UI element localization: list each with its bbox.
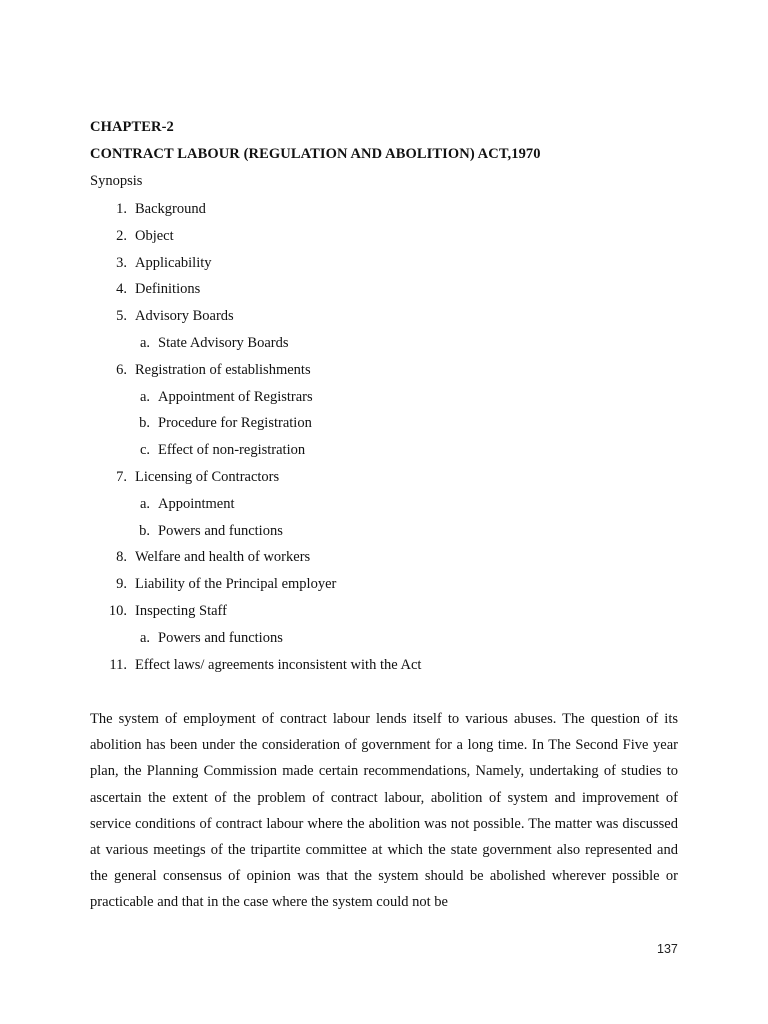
subitem-text: Procedure for Registration	[158, 415, 312, 432]
subitem-letter: a.	[139, 334, 150, 351]
item-text: Welfare and health of workers	[135, 549, 311, 566]
synopsis-item	[0, 361, 768, 388]
subitem-letter: c.	[139, 442, 150, 459]
item-text: Object	[135, 227, 174, 244]
synopsis-subitem	[0, 388, 768, 415]
synopsis-item	[0, 656, 768, 683]
item-number: 3.	[116, 254, 127, 271]
item-text: Definitions	[135, 281, 201, 298]
item-text: Background	[135, 201, 206, 217]
synopsis-item	[0, 227, 768, 254]
item-text: Effect laws/ agreements inconsistent with the Act	[135, 656, 422, 673]
synopsis-subitem	[0, 441, 768, 468]
item-text: Registration of establishments	[135, 361, 311, 378]
synopsis-subitem	[0, 414, 768, 441]
item-number: 10.	[108, 602, 127, 619]
item-number: 2.	[116, 227, 127, 244]
item-text: Inspecting Staff	[135, 602, 227, 619]
item-text: Licensing of Contractors	[135, 468, 280, 485]
synopsis-subitem	[0, 522, 768, 549]
subitem-text: Appointment of Registrars	[158, 388, 313, 405]
chapter-heading: CHAPTER-2	[90, 119, 174, 135]
item-text: Liability of the Principal employer	[135, 576, 337, 593]
synopsis-item	[0, 548, 768, 575]
synopsis-item	[0, 602, 768, 629]
body-paragraph: The system of employment of contract labour lends itself to various abuses. The question of its abolition has been under the consideration of government for a long time. In The Second Five year plan, the Planning Commission made certain recommendations, Namely, undertaking of studies to ascertain the extent of the problem of contract labour, abolition of system and improvement of service conditions of contract labour where the abolition was not possible. The matter was discussed at various meetings of the tripartite committee at which the state government also represented and the general consensus of opinion was that the system should be abolished wherever possible or practicable and that in the case where the system could not be	[90, 711, 678, 911]
subitem-text: Powers and functions	[158, 522, 283, 539]
subitem-letter: b.	[139, 415, 150, 432]
subitem-text: Powers and functions	[158, 629, 283, 646]
item-number: 8.	[116, 549, 127, 566]
synopsis-subitem	[0, 629, 768, 656]
synopsis-item	[0, 575, 768, 602]
item-number: 6.	[116, 361, 127, 378]
item-text: Applicability	[135, 254, 212, 271]
item-text: Advisory Boards	[135, 308, 234, 325]
synopsis-subitem	[0, 334, 768, 361]
item-number: 11.	[109, 656, 127, 673]
item-number: 1.	[116, 201, 127, 217]
synopsis-item	[0, 254, 768, 281]
synopsis-item	[0, 307, 768, 334]
subitem-text: Appointment	[158, 495, 235, 512]
item-number: 9.	[116, 576, 127, 593]
synopsis-item	[0, 200, 768, 227]
synopsis-label: Synopsis	[90, 173, 143, 189]
page-number: 137	[657, 942, 678, 956]
item-number: 5.	[116, 308, 127, 325]
subitem-letter: a.	[139, 495, 150, 512]
item-number: 4.	[116, 281, 127, 298]
subitem-text: Effect of non-registration	[158, 442, 306, 459]
synopsis-subitem	[0, 495, 768, 522]
subitem-letter: a.	[139, 388, 150, 405]
item-number: 7.	[116, 468, 127, 485]
synopsis-item	[0, 468, 768, 495]
synopsis-item	[0, 280, 768, 307]
subitem-text: State Advisory Boards	[158, 334, 289, 351]
synopsis-list	[0, 200, 768, 682]
subitem-letter: b.	[139, 522, 150, 539]
act-title: CONTRACT LABOUR (REGULATION AND ABOLITION) ACT,1970	[90, 146, 541, 162]
subitem-letter: a.	[139, 629, 150, 646]
